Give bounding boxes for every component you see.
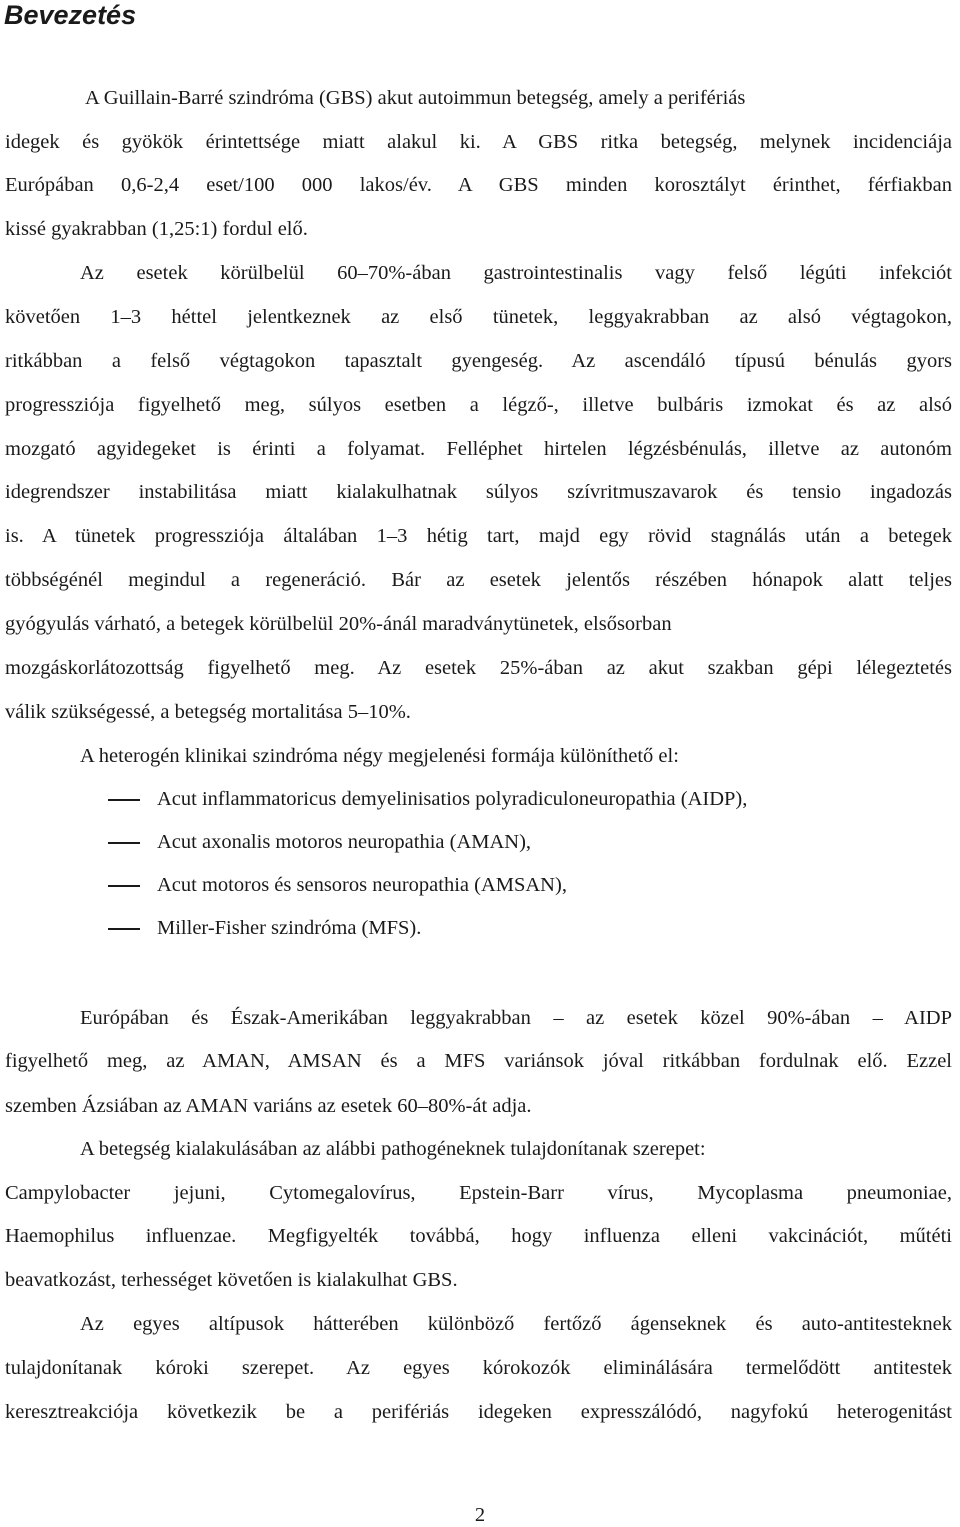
paragraph-line: Az egyes altípusok hátterében különböző fertőző ágenseknek és auto-antitesteknek: [80, 1313, 952, 1335]
list-item-text: Miller-Fisher szindróma (MFS).: [157, 917, 422, 939]
paragraph-line: mozgató agyidegeket is érinti a folyamat. Felléphet hirtelen légzésbénulás, illetve az autonóm: [5, 438, 952, 460]
paragraph-line: is. A tünetek progressziója általában 1–3 hétig tart, majd egy rövid stagnálás után a betegek: [5, 525, 952, 547]
paragraph-line: keresztreakciója következik be a perifériás idegeken expresszálódó, nagyfokú heterogenitást: [5, 1401, 952, 1423]
dash-bullet-icon: [108, 799, 140, 801]
paragraph-line: válik szükségessé, a betegség mortalitása 5–10%.: [5, 701, 411, 723]
paragraph-line: A Guillain-Barré szindróma (GBS) akut autoimmun betegség, amely a perifériás: [85, 87, 746, 109]
list-item: [0, 873, 960, 897]
list-item-text: Acut inflammatoricus demyelinisatios polyradiculoneuropathia (AIDP),: [157, 788, 748, 810]
list-item: [0, 916, 960, 940]
list-item-text: Acut axonalis motoros neuropathia (AMAN),: [157, 831, 532, 853]
paragraph-line: Campylobacter jejuni, Cytomegalovírus, Epstein-Barr vírus, Mycoplasma pneumoniae,: [5, 1182, 952, 1204]
paragraph-line: Európában 0,6-2,4 eset/100 000 lakos/év. A GBS minden korosztályt érinthet, férfiakban: [5, 174, 952, 196]
dash-bullet-icon: [108, 885, 140, 887]
list-item-text: Acut motoros és sensoros neuropathia (AMSAN),: [157, 874, 567, 896]
paragraph-line: Az esetek körülbelül 60–70%-ában gastrointestinalis vagy felső légúti infekciót: [80, 262, 952, 284]
paragraph-line: gyógyulás várható, a betegek körülbelül 20%-ánál maradványtünetek, elsősorban: [5, 613, 672, 635]
paragraph-line: ritkábban a felső végtagokon tapasztalt gyengeség. Az ascendáló típusú bénulás gyors: [5, 350, 952, 372]
paragraph-line: Európában és Észak-Amerikában leggyakrabban – az esetek közel 90%-ában – AIDP: [80, 1007, 952, 1029]
dash-bullet-icon: [108, 928, 140, 930]
paragraph-line: A betegség kialakulásában az alábbi pathogéneknek tulajdonítanak szerepet:: [80, 1138, 706, 1160]
paragraph-line: idegrendszer instabilitása miatt kialakulhatnak súlyos szívritmuszavarok és tensio ingadozás: [5, 481, 952, 503]
section-heading: Bevezetés: [4, 0, 137, 30]
dash-bullet-icon: [108, 842, 140, 844]
page-number: 2: [474, 1504, 486, 1526]
paragraph-line: tulajdonítanak kóroki szerepet. Az egyes kórokozók eliminálására termelődött antitestek: [5, 1357, 952, 1379]
paragraph-line: szemben Ázsiában az AMAN variáns az esetek 60–80%-át adja.: [5, 1095, 532, 1117]
paragraph-line: A heterogén klinikai szindróma négy megjelenési formája különíthető el:: [80, 745, 679, 767]
paragraph-line: beavatkozást, terhességet követően is kialakulhat GBS.: [5, 1269, 458, 1291]
list-item: [0, 830, 960, 854]
list-item: [0, 787, 960, 811]
paragraph-line: követően 1–3 héttel jelentkeznek az első tünetek, leggyakrabban az alsó végtagokon,: [5, 306, 952, 328]
paragraph-line: idegek és gyökök érintettsége miatt alakul ki. A GBS ritka betegség, melynek incidenciája: [5, 131, 952, 153]
paragraph-line: progressziója figyelhető meg, súlyos esetben a légző-, illetve bulbáris izmokat és az alsó: [5, 394, 952, 416]
paragraph-line: többségénél megindul a regeneráció. Bár az esetek jelentős részében hónapok alatt teljes: [5, 569, 952, 591]
paragraph-line: mozgáskorlátozottság figyelhető meg. Az esetek 25%-ában az akut szakban gépi lélegeztetés: [5, 657, 952, 679]
paragraph-line: Haemophilus influenzae. Megfigyelték továbbá, hogy influenza elleni vakcinációt, műtéti: [5, 1225, 952, 1247]
paragraph-line: figyelhető meg, az AMAN, AMSAN és a MFS variánsok jóval ritkábban fordulnak elő. Ezzel: [5, 1050, 952, 1072]
paragraph-line: kissé gyakrabban (1,25:1) fordul elő.: [5, 218, 308, 240]
